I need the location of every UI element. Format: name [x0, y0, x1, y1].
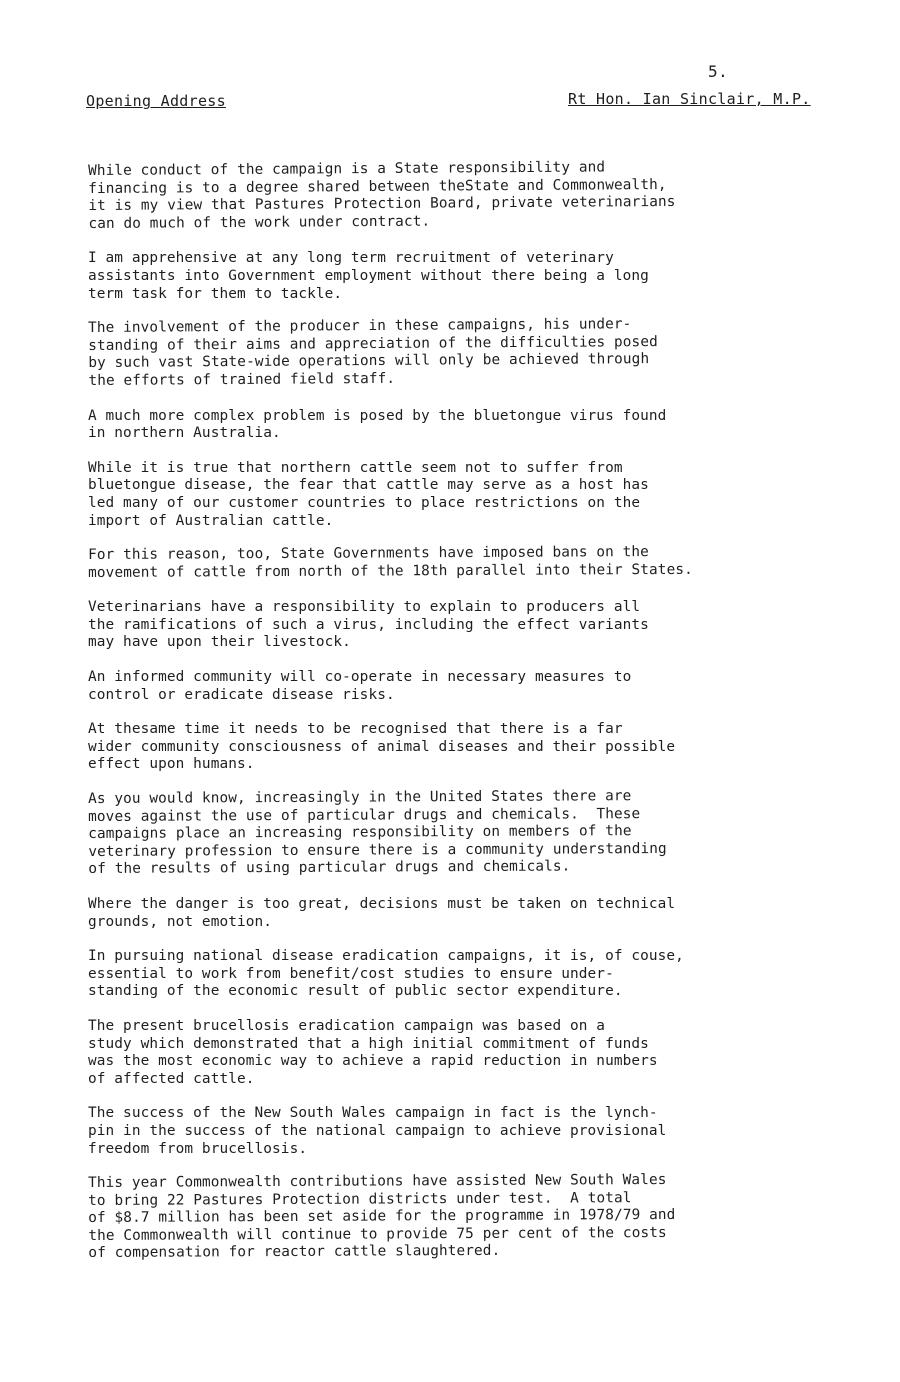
paragraph: As you would know, increasingly in the United States there are moves against the use of particular drugs and chemicals. These campaigns place an increasing responsibility on members of the veterinary profession to ensure there is a community understanding of the results of using particular drugs and chemicals.: [88, 788, 667, 878]
paragraph: A much more complex problem is posed by the bluetongue virus found in northern Australia.: [88, 407, 667, 442]
paragraph: While it is true that northern cattle seem not to suffer from bluetongue disease, the fear that cattle may serve as a host has led many of our customer countries to place restrictions on the import of Australian cattle.: [88, 459, 649, 529]
paragraph: At thesame time it needs to be recognised that there is a far wider community consciousness of animal diseases and their possible effect upon humans.: [88, 721, 676, 773]
paragraph: The involvement of the producer in these campaigns, his under- standing of their aims and appreciation of the difficulties posed by such vast State-wide operations will only be achieved through the efforts of trained field staff.: [88, 316, 658, 389]
paragraph: I am apprehensive at any long term recruitment of veterinary assistants into Government employment without there being a long term task for them to tackle.: [88, 250, 649, 302]
paragraph: While conduct of the campaign is a State responsibility and financing is to a degree shared between theState and Commonwealth, it is my view that Pastures Protection Board, private veterinarians can do much of the work under contract.: [88, 159, 676, 232]
header-title: Opening Address: [86, 92, 226, 110]
page-number: 5.: [708, 62, 729, 81]
paragraph: For this reason, too, State Governments have imposed bans on the movement of cattle from north of the 18th parallel into their States.: [88, 544, 693, 581]
body-text: [88, 159, 828, 1280]
paragraph: An informed community will co-operate in necessary measures to control or eradicate disease risks.: [88, 669, 632, 703]
paragraph: This year Commonwealth contributions have assisted New South Wales to bring 22 Pastures Protection districts under test. A total of $8.7 million has been set aside for the programme in 1978/79 and the Commonwealth will continue to provide 75 per cent of the costs of compensation for reactor cattle slaughtered.: [88, 1172, 676, 1262]
paragraph: Veterinarians have a responsibility to explain to producers all the ramifications of such a virus, including the effect variants may have upon their livestock.: [88, 599, 649, 651]
paragraph: The present brucellosis eradication campaign was based on a study which demonstrated that a high initial commitment of funds was the most economic way to achieve a rapid reduction in numbers of affected cattle.: [88, 1017, 658, 1087]
paragraph: In pursuing national disease eradication campaigns, it is, of couse, essential to work from benefit/cost studies to ensure under- standing of the economic result of public sector expenditure.: [88, 948, 684, 1000]
paragraph: The success of the New South Wales campaign in fact is the lynch- pin in the success of the national campaign to achieve provisional freedom from brucellosis.: [88, 1105, 667, 1157]
header-speaker: Rt Hon. Ian Sinclair, M.P.: [568, 90, 811, 108]
paragraph: Where the danger is too great, decisions must be taken on technical grounds, not emotion.: [88, 896, 676, 930]
